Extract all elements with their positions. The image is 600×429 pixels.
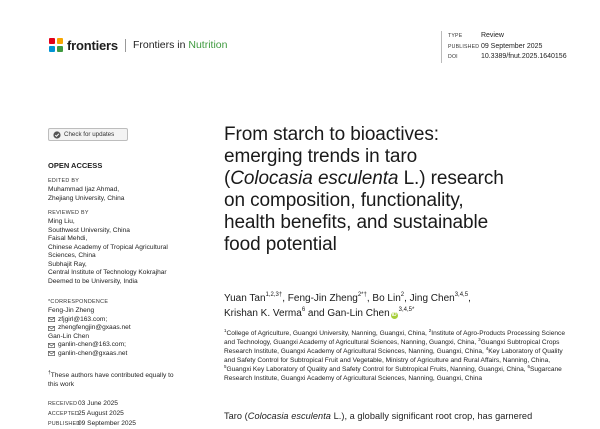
mail-icon — [48, 343, 55, 348]
meta-key: PUBLISHED — [448, 43, 480, 50]
title-line: health benefits, and sustainable — [224, 212, 489, 233]
equal-note-text: These authors have contributed equally to — [50, 372, 174, 380]
affil-text: Institute of Agro-Products Processing Science and Technology, Guangxi Academy of Agricultural Sciences, Nanning, Guangxi, China, — [224, 330, 566, 346]
affil-text: Sugarcane Research Institute, Guangxi Academy of Agricultural Sciences, Nanning, Guangxi, China — [224, 366, 562, 382]
email-link[interactable] — [48, 316, 208, 325]
date-value: 03 June 2025 — [78, 400, 118, 407]
title-line: emerging trends in taro — [224, 146, 418, 167]
author-sep: and — [305, 307, 328, 319]
date-key: PUBLISHED — [48, 421, 81, 427]
author-name[interactable]: Jing Chen — [409, 293, 455, 304]
author-affil-sup: 6 — [301, 306, 306, 313]
edited-by-heading: EDITED BY — [48, 178, 80, 184]
meta-published — [448, 42, 567, 53]
email-address: ganlin-chen@gxaas.net — [58, 349, 128, 357]
reviewer-line: Southwest University, China — [48, 226, 130, 234]
meta-type — [448, 31, 567, 42]
abstract-first-line — [224, 410, 584, 422]
author-affil-sup: 2*† — [357, 292, 367, 298]
email-address: zfjgirl@163.com; — [58, 315, 108, 323]
brand-divider — [125, 39, 126, 52]
reviewer-line: Chinese Academy of Tropical Agricultural — [48, 243, 168, 251]
email-link[interactable] — [48, 324, 208, 333]
email-link[interactable] — [48, 341, 208, 350]
author-sep: , — [282, 293, 288, 304]
affil-text: Guangxi Subtropical Crops Research Institute, Guangxi Academy of Agricultural Sciences, Nanning, Guangxi, China, — [224, 339, 560, 355]
brand-name: frontiers — [67, 37, 118, 53]
affil-num: 6 — [527, 364, 530, 369]
affil-num: 5 — [224, 364, 227, 369]
title-line: From starch to bioactives: — [224, 124, 439, 145]
affil-num: 2 — [428, 328, 432, 333]
email-link[interactable] — [48, 350, 208, 359]
correspondence-heading: *CORRESPONDENCE — [48, 299, 109, 305]
author-list — [224, 292, 584, 321]
check-updates-icon — [53, 131, 61, 139]
doi-link[interactable]: 10.3389/fnut.2025.1640156 — [480, 53, 567, 60]
check-for-updates-button[interactable] — [48, 128, 128, 141]
title-line: on composition, functionality, — [224, 190, 464, 211]
mail-icon — [48, 326, 55, 331]
title-paren: ( — [224, 168, 231, 189]
abstract-text: L.), a globally significant root crop, has garnered — [330, 411, 533, 421]
title-line: food potential — [224, 234, 337, 255]
author-sep: , — [468, 293, 471, 304]
reviewer-line: Sciences, China — [48, 252, 96, 259]
edited-by-section — [48, 177, 208, 203]
corresponding-author-name: Gan-Lin Chen — [48, 332, 90, 340]
date-received — [48, 399, 208, 409]
corresponding-author-name: Feng-Jin Zheng — [48, 307, 95, 314]
author-name[interactable]: Yuan Tan — [224, 293, 266, 304]
date-value: 09 September 2025 — [78, 420, 136, 427]
title-line — [224, 168, 504, 189]
author-name[interactable]: Feng-Jin Zheng — [287, 293, 358, 304]
orcid-icon[interactable]: iD — [391, 311, 397, 318]
editor-line: Zhejiang University, China — [48, 194, 125, 202]
reviewer-line: Central Institute of Technology Kokrajhar — [48, 269, 167, 276]
affil-num: 3 — [478, 337, 481, 342]
frontiers-logo-icon — [48, 37, 64, 53]
equal-note-line: this work — [48, 380, 75, 388]
correspondence-section — [48, 298, 208, 358]
open-access-label: OPEN ACCESS — [48, 161, 103, 170]
journal-suffix: Nutrition — [188, 39, 228, 51]
article-dates — [48, 399, 208, 429]
abstract-text: Taro ( — [224, 411, 248, 421]
dagger-symbol: † — [48, 370, 51, 376]
affil-text: Guangxi Key Laboratory of Quality and Safety Control for Subtropical Fruits, Nanning, Guangxi, China, — [226, 366, 528, 373]
date-key: RECEIVED — [48, 401, 78, 407]
author-affil-sup: 3,4,5* — [398, 306, 415, 313]
journal-prefix: Frontiers in — [132, 39, 186, 51]
article-title — [224, 124, 594, 256]
reviewer-line: Faisal Mehdi, — [48, 235, 88, 242]
author-name[interactable]: Krishan K. Verma — [224, 307, 302, 319]
check-updates-label: Check for updates — [64, 131, 115, 138]
meta-key: DOI — [448, 54, 458, 60]
author-affil-sup: 1,2,3† — [265, 292, 283, 298]
meta-doi — [448, 52, 567, 63]
editor-line: Muhammad Ijaz Ahmad, — [48, 186, 120, 193]
reviewer-line: Deemed to be University, India — [48, 277, 138, 285]
email-address: zhengfengjin@gxaas.net — [58, 324, 131, 331]
author-affil-sup: 2 — [400, 292, 405, 298]
affiliations — [224, 329, 574, 383]
equal-contribution-note — [48, 369, 208, 389]
author-affil-sup: 3,4,5 — [454, 292, 469, 298]
affil-num: 4 — [485, 346, 489, 351]
author-sep: , — [366, 293, 373, 304]
author-sep: , — [404, 293, 410, 304]
journal-name[interactable] — [133, 39, 228, 51]
title-species: Colocasia esculenta — [230, 168, 399, 189]
article-meta — [441, 31, 567, 63]
date-value: 25 August 2025 — [78, 410, 124, 417]
date-key: ACCEPTED — [48, 411, 79, 417]
meta-value: Review — [480, 32, 504, 39]
meta-key: TYPE — [448, 33, 463, 39]
affil-text: Key Laboratory of Quality and Safety Control for Subtropical Fruit and Vegetable, Ministry of Agriculture and Rural Affairs, Nanning, China, — [224, 348, 563, 364]
reviewer-line: Ming Liu, — [48, 218, 75, 225]
date-accepted — [48, 409, 208, 419]
author-name[interactable]: Bo Lin — [372, 293, 401, 304]
mail-icon — [48, 351, 55, 356]
reviewer-line: Subhajit Ray, — [48, 260, 87, 268]
author-name[interactable]: Gan-Lin Chen — [327, 307, 390, 319]
equal-note-line — [48, 369, 208, 381]
meta-value: 09 September 2025 — [480, 42, 543, 50]
reviewed-by-section — [48, 209, 208, 286]
email-address: ganlin-chen@163.com; — [58, 341, 126, 348]
abstract-species: Colocasia esculenta — [247, 411, 331, 421]
affil-num: 1 — [224, 328, 227, 333]
frontiers-logo[interactable] — [48, 37, 227, 53]
title-line-rest: L.) research — [398, 168, 504, 189]
reviewed-by-heading: REVIEWED BY — [48, 210, 89, 216]
affil-text: College of Agriculture, Guangxi University, Nanning, Guangxi, China, — [226, 330, 429, 337]
mail-icon — [48, 317, 55, 322]
